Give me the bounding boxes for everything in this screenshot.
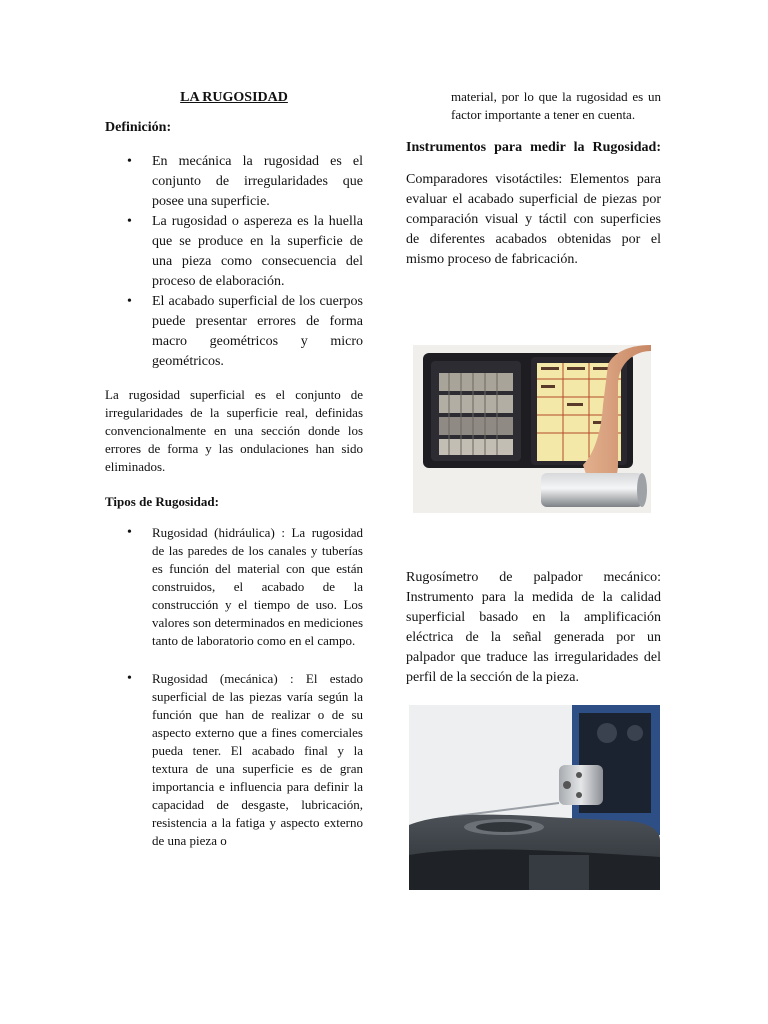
rugosimetro-text: Rugosímetro de palpador mecánico: Instrumento para la medida de la calidad superficial basado en la amplificación eléctrica de la señal generada por un palpador que traduce las irregularidades del perfil de la sección de la pieza. [406,570,661,685]
definicion-list [105,152,363,372]
tipos-list [105,524,363,650]
definicion-bullet: • El acabado superficial de los cuerpos puede presentar errores de forma macro geométricos y micro geométricos. [105,292,363,372]
instrumentos-heading: Instrumentos para medir la Rugosidad: [406,140,661,155]
right-column [406,88,661,270]
tipos-bullet-mecanica: • Rugosidad (mecánica) : El estado superficial de las piezas varía según la función que han de realizar o de su aspecto externo que a fines comerciales pueda tener. El acabado final y la textura de una superficie es de gran importancia e influencia para definir la capacidad de desgaste, lubricación, resistencia a la fatiga y aspecto externo de una pieza o [105,670,363,850]
comparator-photo-illustration [413,345,651,513]
definicion-bullet: • La rugosidad o aspereza es la huella que se produce en la superficie de una pieza como consecuencia del proceso de elaboración. [105,212,363,292]
tipos-heading: Tipos de Rugosidad: [105,494,219,509]
comparadores-text: Comparadores visotáctiles: Elementos para evaluar el acabado superficial de piezas por comparación visual y táctil con superficies de diferentes acabados obtenidas por el mismo proceso de fabricación. [406,172,661,267]
profilometer-photo [409,705,660,890]
comparator-photo [413,345,651,513]
definicion-bullet: • En mecánica la rugosidad es el conjunto de irregularidades que posee una superficie. [105,152,363,212]
definicion-heading: Definición: [105,120,172,135]
definicion-paragraph: La rugosidad superficial es el conjunto de irregularidades de la superficie real, definidas convencionalmente en una sección donde los errores de forma y las ondulaciones han sido eliminados. [105,387,363,474]
rugosimetro-block [406,568,661,688]
tipos-list-2 [105,670,363,850]
tipos-bullet-hidraulica: • Rugosidad (hidráulica) : La rugosidad de las paredes de los canales y tuberías es función del material con que están construidos, el acabado de la construcción y el tiempo de uso. Los valores son determinados en mediciones tanto de laboratorio como en el campo. [105,524,363,650]
continuation-text: material, por lo que la rugosidad es un factor importante a tener en cuenta. [451,89,661,122]
profilometer-photo-illustration [409,705,660,890]
left-column [105,88,363,850]
instrumentos-heading-line1 [406,138,661,158]
document-title: LA RUGOSIDAD [180,90,288,105]
